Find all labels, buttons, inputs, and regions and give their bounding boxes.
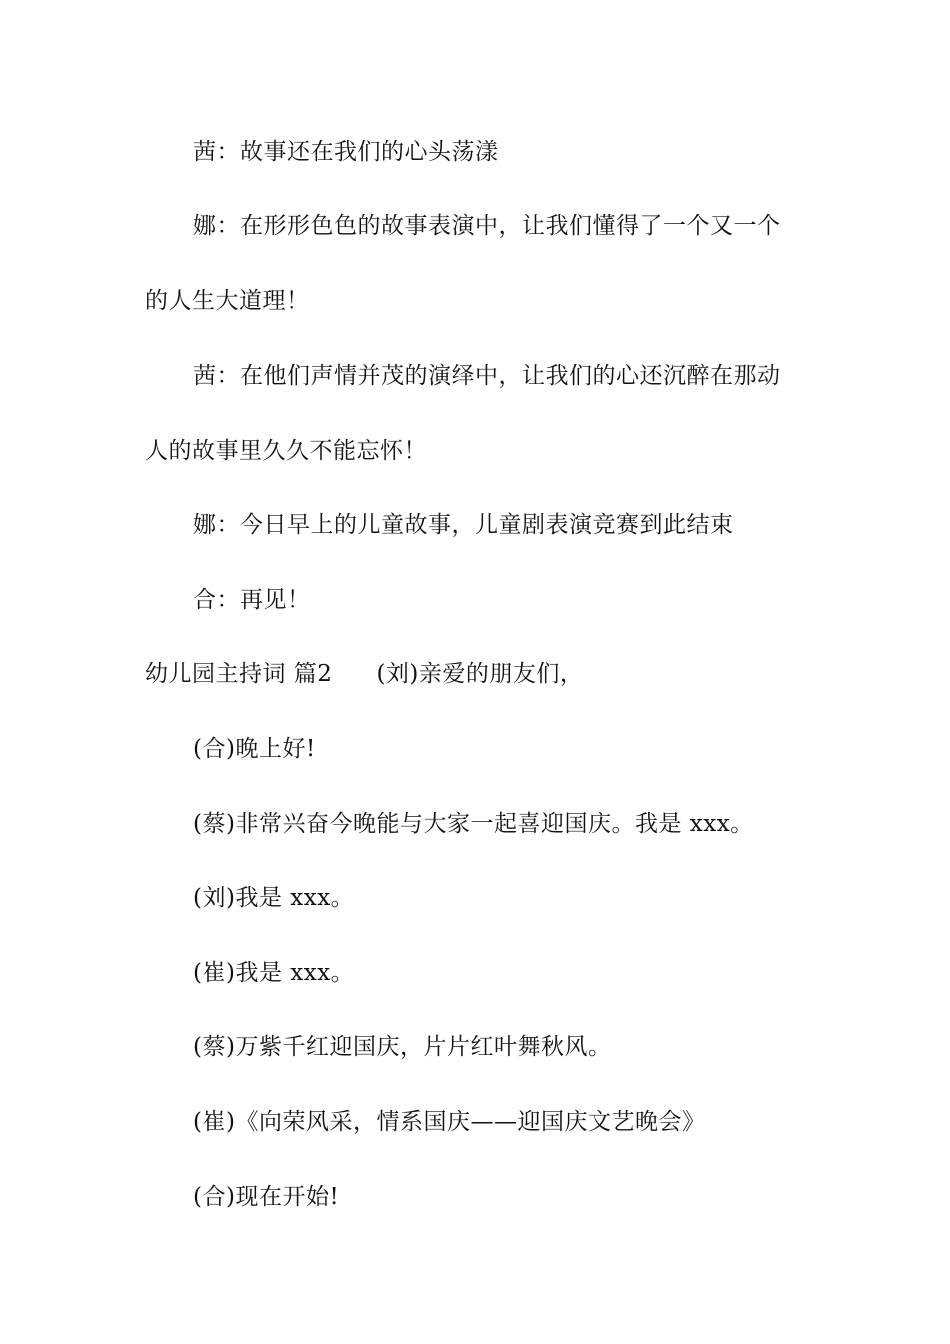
- paragraph-line: (崔)我是 xxx。: [193, 960, 355, 986]
- paragraph-line: (蔡)非常兴奋今晚能与大家一起喜迎国庆。我是 xxx。: [193, 811, 754, 837]
- paragraph-line: 合：再见！: [193, 587, 311, 613]
- paragraph-line: (刘)我是 xxx。: [193, 885, 355, 911]
- paragraph-line: (崔)《向荣风采，情系国庆——迎国庆文艺晚会》: [193, 1109, 706, 1135]
- paragraph-line: (合)现在开始!: [193, 1184, 340, 1210]
- paragraph-line: 茜：故事还在我们的心头荡漾: [193, 139, 499, 165]
- section-first-line: (刘)亲爱的朋友们，: [376, 661, 584, 687]
- paragraph-line: 娜：在形形色色的故事表演中，让我们懂得了一个又一个: [193, 213, 781, 239]
- paragraph-line: (合)晚上好!: [193, 736, 316, 762]
- paragraph-line: 茜：在他们声情并茂的演绎中，让我们的心还沉醉在那动: [193, 363, 781, 389]
- paragraph-line: (蔡)万紫千红迎国庆，片片红叶舞秋风。: [193, 1034, 612, 1060]
- paragraph-line: 人的故事里久久不能忘怀！: [145, 438, 427, 464]
- paragraph-line: 娜：今日早上的儿童故事，儿童剧表演竞赛到此结束: [193, 512, 734, 538]
- section-heading: 幼儿园主持词 篇2: [145, 661, 333, 687]
- section-heading-line: [145, 658, 815, 690]
- paragraph-line: 的人生大道理！: [145, 288, 310, 314]
